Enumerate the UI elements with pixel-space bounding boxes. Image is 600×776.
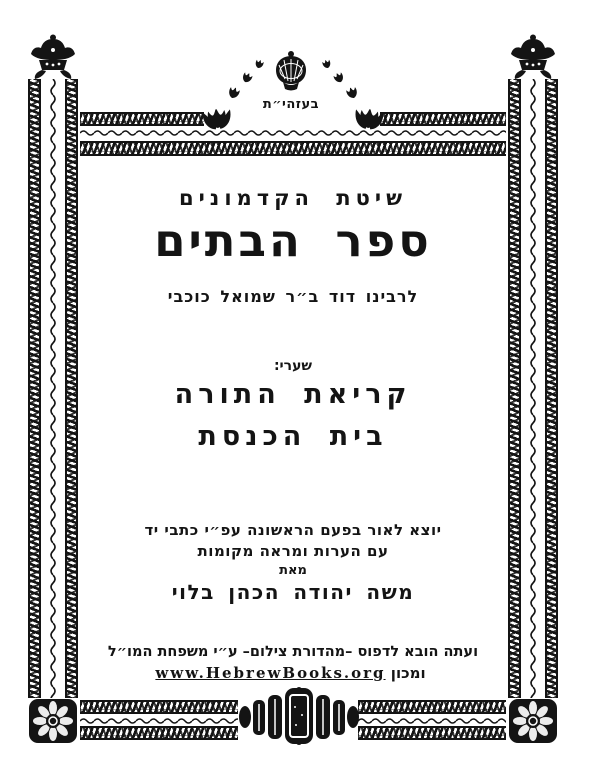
- column-finial-icon: [26, 33, 80, 79]
- column-strip: [508, 79, 521, 698]
- by-label: מאת: [279, 563, 307, 578]
- edition-line-2: עם הערות ומראה מקומות: [197, 542, 389, 560]
- corner-rosette-icon: [28, 698, 78, 744]
- column-finial-icon: [506, 33, 560, 79]
- corner-rosette-icon: [508, 698, 558, 744]
- main-title: ספר הבתים: [154, 214, 432, 267]
- column-strip: [545, 79, 558, 698]
- editor-name: משה יהודה הכהן בלוי: [171, 580, 415, 604]
- column-strip: [28, 79, 41, 698]
- series-title: שיטת הקדמונים: [179, 186, 407, 210]
- reprint-line: ועתה הובא לדפוס –מהדורת צילום– ע״י משפחת המו״ל: [107, 644, 479, 660]
- author-line: לרבינו דוד ב״ר שמואל כוכבי: [167, 287, 419, 306]
- right-border-column: [506, 33, 560, 744]
- blessing-text: בעזהי״ת: [262, 97, 320, 112]
- column-body: [506, 79, 560, 698]
- gates-label: שערי:: [273, 358, 313, 374]
- hebrewbooks-url: www.HebrewBooks.org: [155, 664, 386, 682]
- institute-word: ומכון: [390, 664, 426, 682]
- gate-title-torah-reading: קריאת התורה: [174, 379, 412, 410]
- left-border-column: [26, 33, 80, 744]
- wavy-rule-vertical: [527, 79, 539, 698]
- gate-title-synagogue: בית הכנסת: [198, 421, 388, 452]
- title-page-content: [80, 0, 506, 776]
- column-body: [26, 79, 80, 698]
- column-strip: [65, 79, 78, 698]
- edition-line-1: יוצא לאור בפעם הראשונה עפ״י כתבי יד: [144, 521, 442, 539]
- institute-line: [80, 664, 506, 682]
- wavy-rule-vertical: [47, 79, 59, 698]
